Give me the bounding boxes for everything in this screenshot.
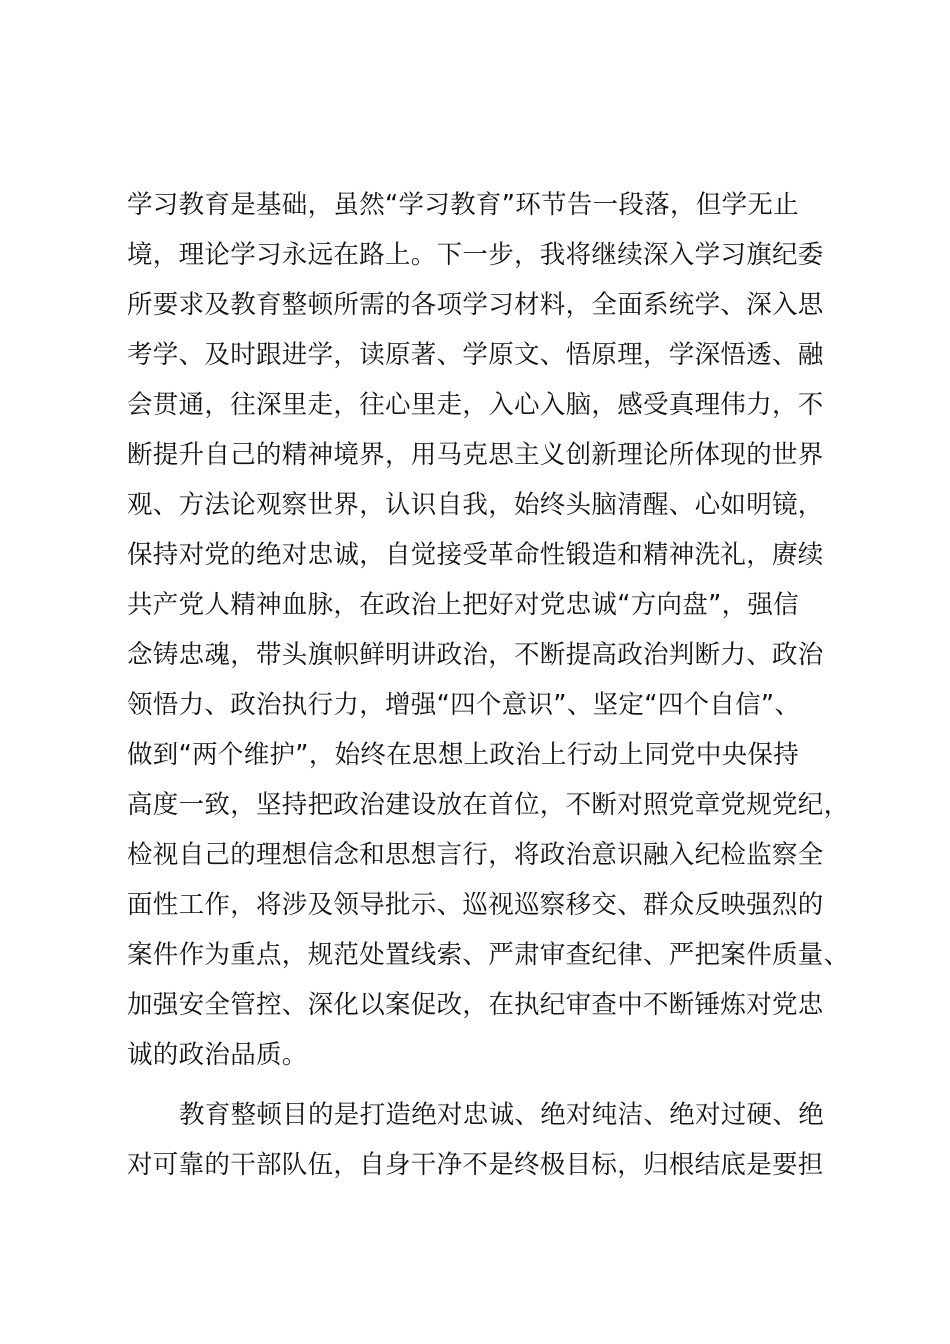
text-line: 加强安全管控、深化以案促改，在执纪审查中不断锤炼对党忠 — [127, 990, 824, 1020]
text-line: 案件作为重点，规范处置线索、严肃审查纪律、严把案件质量、 — [127, 940, 850, 970]
text-line: 领悟力、政治执行力，增强“四个意识”、坚定“四个自信”、 — [127, 690, 801, 720]
text-line: 会贯通，往深里走，往心里走，入心入脑，感受真理伟力，不 — [127, 390, 824, 420]
paragraph-1 — [127, 180, 850, 1080]
text-line: 境，理论学习永远在路上。下一步，我将继续深入学习旗纪委 — [127, 240, 824, 270]
paragraph-2 — [127, 1090, 847, 1190]
paragraph-spacer — [127, 1080, 847, 1090]
text-line: 保持对党的绝对忠诚，自觉接受革命性锻造和精神洗礼，赓续 — [127, 540, 824, 570]
text-line: 共产党人精神血脉，在政治上把好对党忠诚“方向盘”，强信 — [127, 590, 800, 620]
text-line: 念铸忠魂，带头旗帜鲜明讲政治，不断提高政治判断力、政治 — [127, 640, 824, 670]
document-body — [127, 180, 850, 1190]
text-line: 教育整顿目的是打造绝对忠诚、绝对纯洁、绝对过硬、绝 — [179, 1100, 825, 1130]
text-line: 学习教育是基础，虽然“学习教育”环节告一段落，但学无止 — [127, 190, 800, 220]
text-line: 检视自己的理想信念和思想言行，将政治意识融入纪检监察全 — [127, 840, 824, 870]
text-line: 断提升自己的精神境界，用马克思主义创新理论所体现的世界 — [127, 440, 824, 470]
text-line: 对可靠的干部队伍，自身干净不是终极目标，归根结底是要担 — [127, 1150, 824, 1180]
text-line: 观、方法论观察世界，认识自我，始终头脑清醒、心如明镜， — [127, 490, 824, 520]
text-line: 诚的政治品质。 — [127, 1040, 308, 1070]
text-line: 高度一致，坚持把政治建设放在首位，不断对照党章党规党纪， — [127, 790, 850, 820]
text-line: 做到“两个维护”，始终在思想上政治上行动上同党中央保持 — [127, 740, 800, 770]
text-line: 面性工作，将涉及领导批示、巡视巡察移交、群众反映强烈的 — [127, 890, 824, 920]
text-line: 考学、及时跟进学，读原著、学原文、悟原理，学深悟透、融 — [127, 340, 824, 370]
text-line: 所要求及教育整顿所需的各项学习材料，全面系统学、深入思 — [127, 290, 824, 320]
